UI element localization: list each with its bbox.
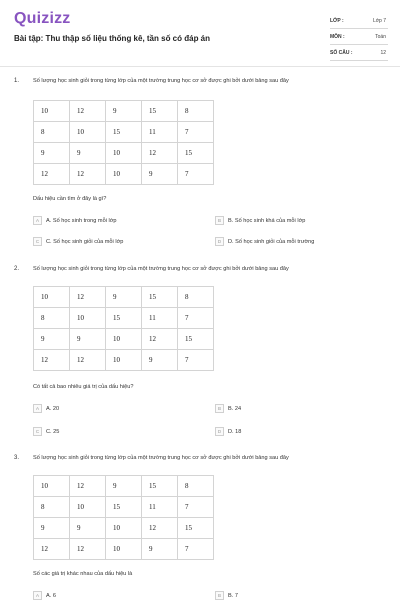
table-cell: 10 [106,350,142,371]
option-c[interactable] [33,237,123,246]
table-row [34,539,214,560]
option-letter-box: D [215,427,224,436]
table-cell: 7 [178,350,214,371]
meta-subject-label: MÔN : [330,33,345,40]
option-d[interactable] [215,237,314,246]
table-cell: 12 [70,350,106,371]
table-row [34,350,214,371]
option-d[interactable] [215,427,241,436]
table-cell: 15 [178,329,214,350]
meta-count-label: SỐ CÂU : [330,49,353,56]
question-prompt: Số các giá trị khác nhau của dấu hiệu là [33,571,133,577]
table-cell: 12 [142,518,178,539]
worksheet-header [0,0,400,66]
table-cell: 8 [34,308,70,329]
table-cell: 10 [106,518,142,539]
table-cell: 10 [106,539,142,560]
option-label: C. Số học sinh giỏi của mỗi lớp [46,238,124,245]
table-cell: 15 [106,122,142,143]
table-cell: 11 [142,122,178,143]
table-cell: 9 [142,539,178,560]
worksheet-meta [330,13,388,61]
option-label: B. Số học sinh khá của mỗi lớp [228,217,306,224]
meta-grade [330,13,388,29]
table-cell: 9 [34,143,70,164]
header-divider [0,66,400,67]
question-number: 2. [14,266,20,272]
table-cell: 10 [34,101,70,122]
table-cell: 12 [70,539,106,560]
table-row [34,164,214,185]
table-cell: 15 [178,518,214,539]
question-text: Số lượng học sinh giỏi trong từng lớp của một trường trung học cơ sở được ghi bởi dưới bảng sau đây [33,78,289,84]
table-cell: 9 [106,287,142,308]
table-row [34,497,214,518]
question-prompt: Có tất cả bao nhiêu giá trị của dấu hiệu? [33,384,134,390]
option-label: A. 20 [46,405,60,412]
question-prompt: Dấu hiệu cần tìm ở đây là gì? [33,196,107,202]
option-a[interactable] [33,404,59,413]
option-letter-box: A [33,404,42,413]
option-label: B. 7 [228,592,238,599]
table-row [34,518,214,539]
table-cell: 15 [142,101,178,122]
table-cell: 9 [106,101,142,122]
table-cell: 10 [34,287,70,308]
table-row [34,329,214,350]
table-cell: 9 [142,164,178,185]
table-cell: 9 [70,329,106,350]
table-cell: 12 [70,101,106,122]
table-cell: 8 [34,122,70,143]
table-cell: 8 [178,287,214,308]
question-number: 3. [14,455,20,461]
option-letter-box: D [215,237,224,246]
option-b[interactable] [215,404,241,413]
table-cell: 10 [34,476,70,497]
table-cell: 15 [142,287,178,308]
table-row [34,122,214,143]
table-cell: 10 [106,164,142,185]
table-cell: 12 [142,329,178,350]
table-row [34,101,214,122]
table-row [34,143,214,164]
table-cell: 12 [34,164,70,185]
table-cell: 9 [142,350,178,371]
option-letter-box: A [33,216,42,225]
table-cell: 10 [106,329,142,350]
option-label: C. 25 [46,428,60,435]
table-cell: 15 [106,308,142,329]
table-cell: 12 [34,539,70,560]
question-number: 1. [14,78,20,84]
meta-grade-value: Lớp 7 [372,17,386,24]
meta-subject [330,29,388,45]
option-c[interactable] [33,427,59,436]
table-cell: 7 [178,539,214,560]
table-cell: 10 [106,143,142,164]
option-letter-box: C [33,427,42,436]
table-cell: 11 [142,497,178,518]
option-label: A. 6 [46,592,56,599]
table-cell: 15 [106,497,142,518]
option-letter-box: C [33,237,42,246]
table-cell: 10 [70,497,106,518]
option-letter-box: B [215,216,224,225]
table-cell: 9 [34,518,70,539]
table-cell: 12 [70,287,106,308]
option-a[interactable] [33,216,117,225]
table-cell: 15 [142,476,178,497]
table-cell: 8 [178,101,214,122]
quizizz-logo: Quizizz [14,10,71,27]
table-cell: 12 [70,164,106,185]
data-table [33,286,214,371]
table-row [34,308,214,329]
option-label: A. Số học sinh trong mỗi lớp [46,217,117,224]
option-a[interactable] [33,591,56,600]
option-letter-box: A [33,591,42,600]
meta-grade-label: LỚP : [330,17,344,24]
meta-count [330,45,388,61]
table-cell: 7 [178,497,214,518]
option-label: D. Số học sinh giỏi của mỗi trường [228,238,315,245]
meta-subject-value: Toán [375,33,386,40]
table-cell: 11 [142,308,178,329]
option-letter-box: B [215,591,224,600]
table-row [34,287,214,308]
option-letter-box: B [215,404,224,413]
table-cell: 7 [178,122,214,143]
table-cell: 9 [34,329,70,350]
data-table [33,100,214,185]
question-text: Số lượng học sinh giỏi trong từng lớp của một trường trung học cơ sở được ghi bởi dưới bảng sau đây [33,455,289,461]
table-cell: 8 [178,476,214,497]
table-cell: 12 [34,350,70,371]
table-cell: 10 [70,308,106,329]
table-cell: 9 [106,476,142,497]
option-label: D. 18 [228,428,242,435]
table-cell: 8 [34,497,70,518]
option-label: B. 24 [228,405,242,412]
table-cell: 7 [178,308,214,329]
table-cell: 10 [70,122,106,143]
table-cell: 12 [70,476,106,497]
question-text: Số lượng học sinh giỏi trong từng lớp của một trường trung học cơ sở được ghi bởi dưới bảng sau đây [33,266,289,272]
option-b[interactable] [215,591,238,600]
table-row [34,476,214,497]
option-b[interactable] [215,216,305,225]
table-cell: 9 [70,518,106,539]
table-cell: 12 [142,143,178,164]
table-cell: 15 [178,143,214,164]
meta-count-value: 12 [380,49,386,56]
table-cell: 7 [178,164,214,185]
table-cell: 9 [70,143,106,164]
data-table [33,475,214,560]
page-title: Bài tập: Thu thập số liệu thống kê, tần số có đáp án [14,34,211,43]
